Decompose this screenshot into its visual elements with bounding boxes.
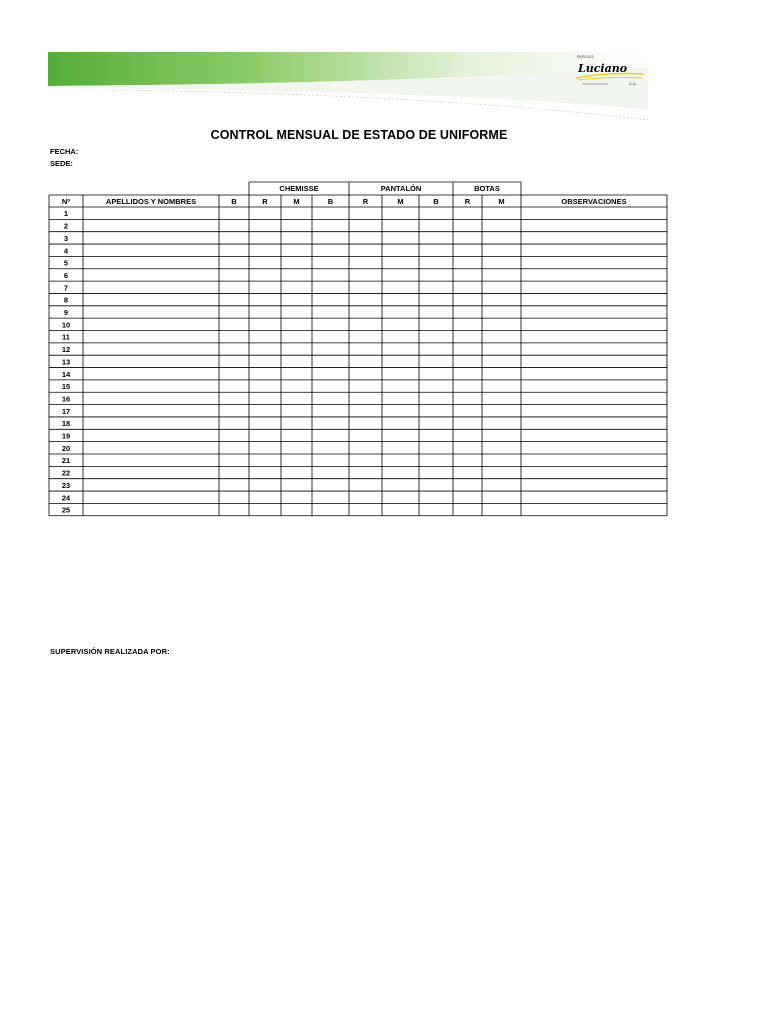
row-number: 4	[63, 246, 69, 256]
row-number: 5	[63, 258, 69, 268]
logo-brand: Luciano	[578, 62, 628, 75]
supervision-label: SUPERVISIÓN REALIZADA POR:	[50, 647, 170, 656]
row-number: 23	[61, 480, 71, 490]
row-number: 15	[61, 382, 71, 392]
row-number: 6	[63, 270, 69, 280]
header-observaciones: OBSERVACIONES	[561, 197, 627, 206]
logo-prefix: PAPELES	[577, 55, 595, 59]
header-sub-m: M	[293, 197, 300, 206]
header-sub-b: B	[231, 197, 237, 206]
logo-suffix: C.A.	[629, 81, 637, 86]
row-number: 9	[63, 308, 69, 317]
row-number: 22	[61, 468, 71, 478]
row-number: 7	[63, 283, 69, 293]
header-sub-r: R	[262, 197, 268, 206]
row-number: 24	[61, 493, 71, 503]
row-number: 3	[63, 233, 69, 243]
row-number: 17	[61, 406, 71, 416]
row-number: 20	[61, 443, 71, 453]
header-sub-m: M	[397, 197, 404, 206]
header-sub-b: B	[433, 197, 439, 206]
header-sub-r: R	[464, 197, 471, 206]
header-sub-r: R	[362, 197, 369, 206]
row-number: 16	[61, 394, 71, 404]
header-sub-m: M	[498, 197, 505, 206]
row-number: 1	[63, 209, 69, 219]
sede-label: SEDE:	[50, 159, 73, 168]
row-number: 14	[61, 369, 71, 379]
row-number: 12	[61, 345, 71, 355]
row-number: 11	[62, 332, 70, 342]
row-number: 10	[61, 320, 71, 330]
header-no: Nº	[61, 197, 71, 206]
page-title: CONTROL MENSUAL DE ESTADO DE UNIFORME	[210, 128, 508, 142]
header-names: APELLIDOS Y NOMBRES	[105, 197, 197, 206]
fecha-label: FECHA:	[50, 147, 79, 156]
group-header-2: PANTALÓN	[380, 184, 422, 193]
row-number: 13	[61, 357, 71, 367]
row-number: 18	[61, 419, 71, 429]
row-number: 21	[61, 456, 71, 466]
row-number: 25	[61, 505, 71, 515]
row-number: 19	[61, 431, 71, 441]
group-header-3: BOTAS	[474, 184, 500, 193]
row-number: 2	[63, 221, 69, 231]
group-header-1: CHEMISSE	[279, 184, 319, 193]
row-number: 8	[63, 295, 69, 305]
header-sub-b: B	[327, 197, 334, 206]
